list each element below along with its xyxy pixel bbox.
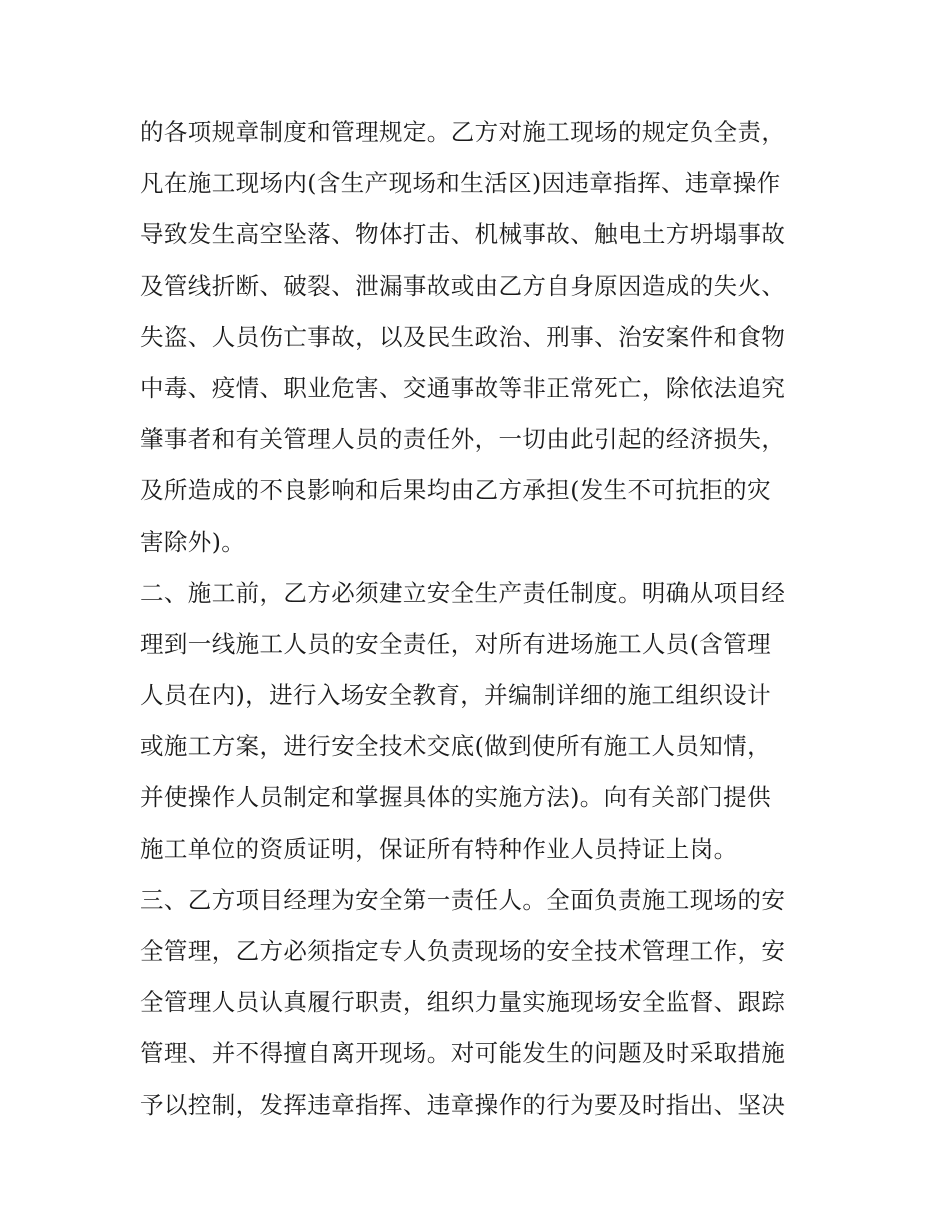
text-line: 三、乙方项目经理为安全第一责任人。全面负责施工现场的安 xyxy=(140,885,786,914)
text-line: 害除外)。 xyxy=(140,527,246,556)
text-line: 或施工方案，进行安全技术交底(做到使所有施工人员知情， xyxy=(140,732,771,761)
text-line: 失盗、人员伤亡事故，以及民生政治、刑事、治安案件和食物 xyxy=(140,322,786,351)
document-body xyxy=(140,107,820,1131)
text-line: 全管理人员认真履行职责，组织力量实施现场安全监督、跟踪 xyxy=(140,988,786,1017)
text-line: 中毒、疫情、职业危害、交通事故等非正常死亡，除依法追究 xyxy=(140,373,786,402)
text-line: 施工单位的资质证明，保证所有特种作业人员持证上岗。 xyxy=(140,834,738,863)
text-line: 人员在内)，进行入场安全教育，并编制详细的施工组织设计 xyxy=(140,681,771,710)
text-line: 肇事者和有关管理人员的责任外，一切由此引起的经济损失， xyxy=(140,425,786,454)
text-line: 全管理，乙方必须指定专人负责现场的安全技术管理工作，安 xyxy=(140,937,786,965)
text-line: 二、施工前，乙方必须建立安全生产责任制度。明确从项目经 xyxy=(140,578,786,607)
text-line: 导致发生高空坠落、物体打击、机械事故、触电土方坍塌事故 xyxy=(140,220,786,249)
text-line: 理到一线施工人员的安全责任，对所有进场施工人员(含管理 xyxy=(140,629,771,658)
text-line: 的各项规章制度和管理规定。乙方对施工现场的规定负全责， xyxy=(140,118,786,146)
text-line: 及管线折断、破裂、泄漏事故或由乙方自身原因造成的失火、 xyxy=(140,271,786,300)
text-line: 及所造成的不良影响和后果均由乙方承担(发生不可抗拒的灾 xyxy=(140,476,771,505)
text-line: 并使操作人员制定和掌握具体的实施方法)。向有关部门提供 xyxy=(140,783,771,812)
text-line: 予以控制，发挥违章指挥、违章操作的行为要及时指出、坚决 xyxy=(140,1090,786,1119)
text-line: 管理、并不得擅自离开现场。对可能发生的问题及时采取措施 xyxy=(140,1039,786,1068)
text-line: 凡在施工现场内(含生产现场和生活区)因违章指挥、违章操作 xyxy=(140,169,781,198)
